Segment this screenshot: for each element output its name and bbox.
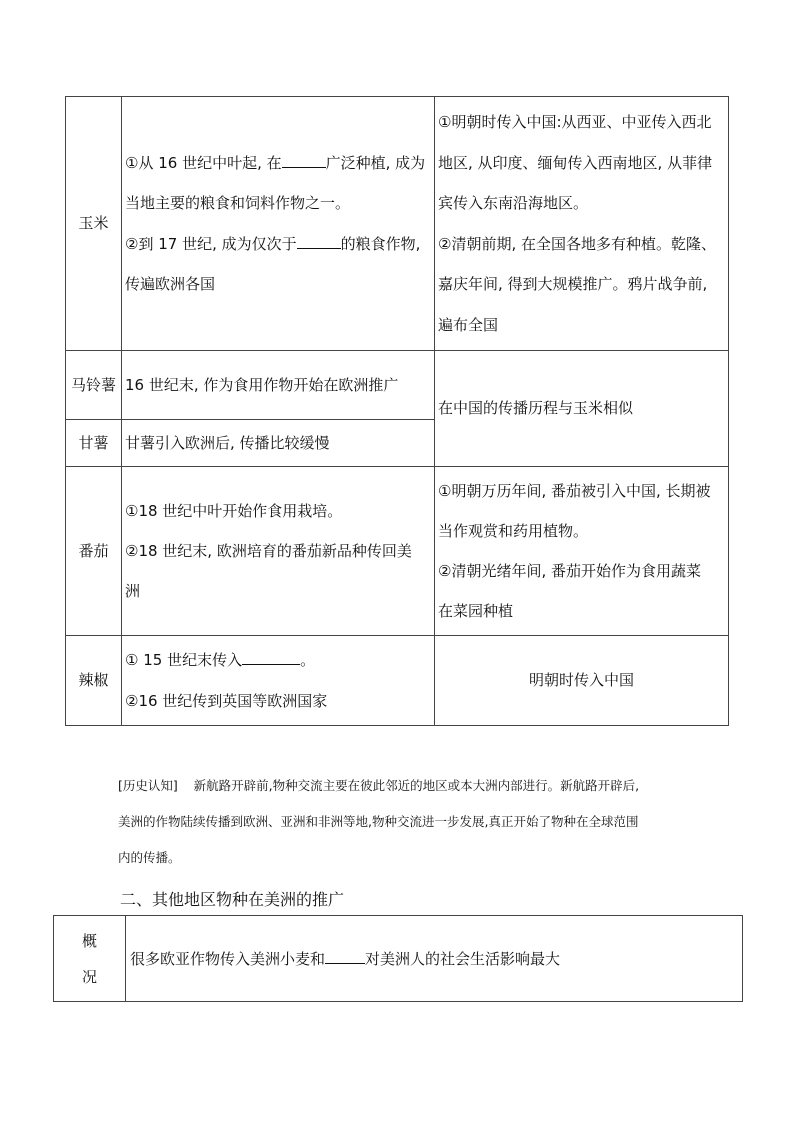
crop-name: 马铃薯 — [66, 351, 122, 420]
text-line: ②清朝光绪年间, 番茄开始作为食用蔬菜 — [438, 562, 701, 580]
text-line: 嘉庆年间, 得到大规模推广。鸦片战争前, — [438, 275, 708, 293]
table-row — [66, 351, 729, 420]
text-line: 地区, 从印度、缅甸传入西南地区, 从菲律 — [438, 153, 713, 172]
crop-name: 甘薯 — [66, 420, 122, 467]
europe-spread-cell — [122, 636, 435, 726]
history-note-tag: [历史认知] — [118, 778, 178, 793]
text-line: 在菜园种植 — [438, 602, 514, 620]
text-line: ①18 世纪中叶开始作食用栽培。 — [125, 502, 343, 520]
crop-name: 番茄 — [66, 467, 122, 636]
crop-name: 玉米 — [66, 97, 122, 351]
text-line: 当作观赏和药用植物。 — [438, 522, 589, 540]
text-line: 当地主要的粮食和饲料作物之一。 — [125, 194, 351, 212]
europe-spread-cell — [122, 97, 435, 351]
text-line: ②18 世纪末, 欧洲培育的番茄新品种传回美 — [125, 542, 412, 560]
text-line: ②清朝前期, 在全国各地多有种植。乾隆、 — [438, 234, 716, 253]
text-line: ①从 16 世纪中叶起, 在 广泛种植, 成为 — [125, 153, 426, 172]
china-spread-cell — [435, 97, 729, 351]
history-note-line: 内的传播。 — [118, 850, 181, 865]
europe-spread-cell — [122, 467, 435, 636]
history-note-line: 美洲的作物陆续传播到欧洲、亚洲和非洲等地,物种交流进一步发展,真正开始了物种在全球范围 — [118, 814, 639, 829]
text-line: 宾传入东南沿海地区。 — [438, 194, 589, 212]
table-row — [66, 97, 729, 351]
text-line: ① 15 世纪末传入 。 — [125, 651, 316, 669]
fill-blank — [297, 236, 341, 249]
fill-blank — [282, 155, 326, 168]
text-line: 洲 — [125, 582, 141, 600]
history-note-line: [历史认知] 新航路开辟前,物种交流主要在彼此邻近的地区或本大洲内部进行。新航路开辟后, — [118, 778, 640, 793]
text-line: ②到 17 世纪, 成为仅次于 的粮食作物, — [125, 234, 421, 253]
europe-spread-cell: 甘薯引入欧洲后, 传播比较缓慢 — [122, 420, 435, 467]
china-spread-cell: 在中国的传播历程与玉米相似 — [435, 351, 729, 467]
crop-name: 辣椒 — [66, 636, 122, 726]
table-row — [66, 636, 729, 726]
europe-spread-cell: 16 世纪末, 作为食用作物开始在欧洲推广 — [122, 351, 435, 420]
overview-text: 很多欧亚作物传入美洲小麦和 对美洲人的社会生活影响最大 — [126, 916, 743, 1002]
text-line: 传遍欧洲各国 — [125, 275, 216, 293]
china-spread-cell: 明朝时传入中国 — [435, 636, 729, 726]
overview-table — [53, 915, 743, 1002]
fill-blank — [242, 652, 300, 665]
text-line: ②16 世纪传到英国等欧洲国家 — [125, 691, 328, 710]
china-spread-cell — [435, 467, 729, 636]
fill-blank — [325, 951, 365, 964]
text-line: 遍布全国 — [438, 315, 499, 334]
crop-spread-table — [65, 96, 729, 726]
text-line: ①明朝时传入中国:从西亚、中亚传入西北 — [438, 113, 712, 131]
overview-label: 概 况 — [54, 916, 126, 1002]
table-row — [66, 467, 729, 636]
section-heading: 二、其他地区物种在美洲的推广 — [120, 890, 345, 909]
text-line: ①明朝万历年间, 番茄被引入中国, 长期被 — [438, 482, 711, 500]
